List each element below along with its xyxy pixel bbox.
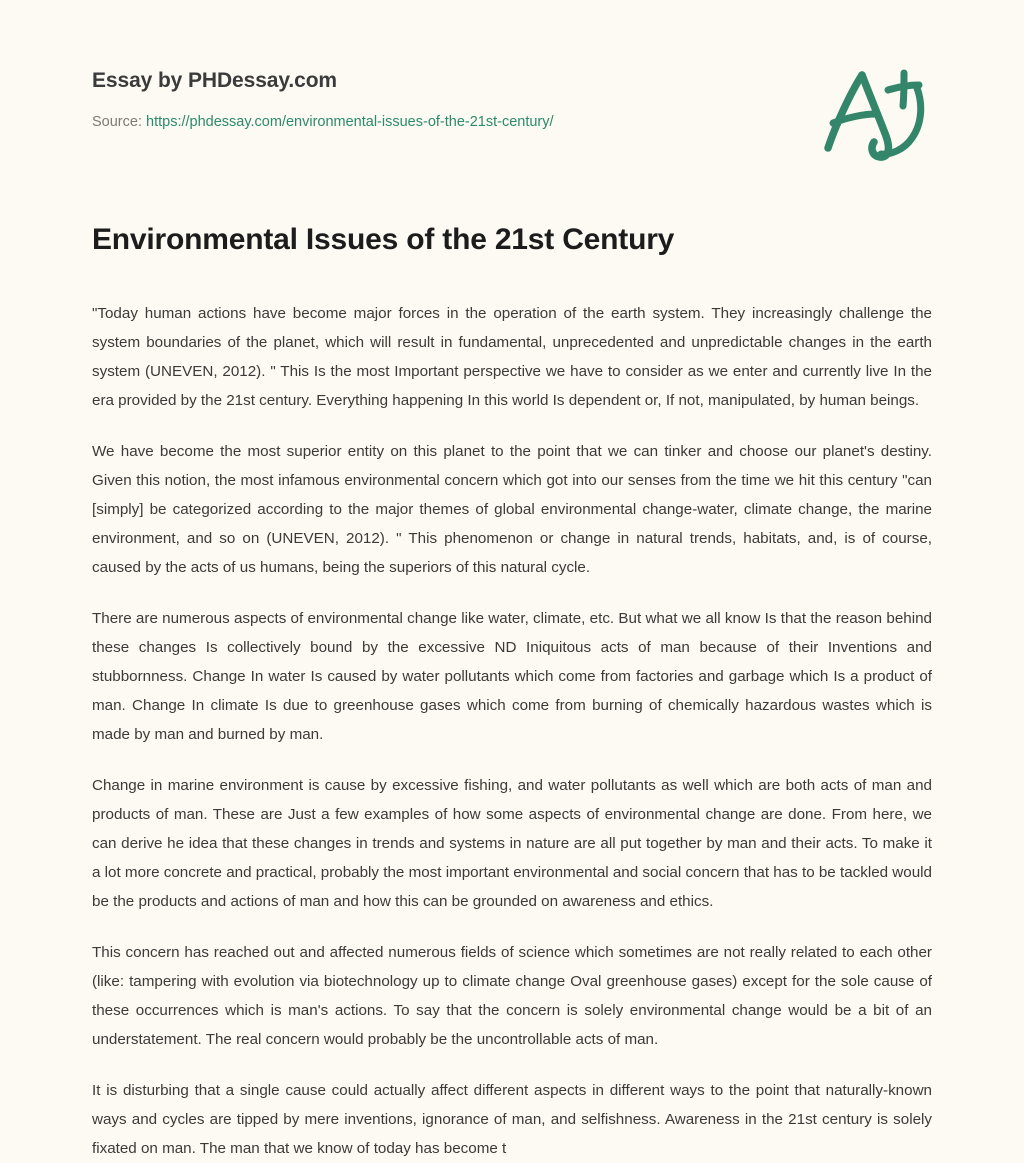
paragraph: Change in marine environment is cause by excessive fishing, and water pollutants as well which are both acts of man and products of man. These are Just a few examples of how some aspects of environmental change are done. From here, we can derive he idea that these changes in trends and systems in nature are all put together by man and their acts. To make it a lot more concrete and practical, probably the most important environmental and social concern that has to be tackled would be the products and actions of man and how this can be grounded on awareness and ethics. <box>92 776 932 910</box>
paragraph: It is disturbing that a single cause could actually affect different aspects in different ways to the point that naturally-known ways and cycles are tipped by mere inventions, ignorance of man, and selfishness. Awareness in the 21st century is solely fixated on man. The man that we know of today has become t <box>92 1081 932 1157</box>
brand-title: Essay by PHDessay.com <box>92 69 337 92</box>
paragraph-list <box>92 299 932 1163</box>
a-plus-logo <box>818 62 930 164</box>
article-body <box>0 222 1024 1163</box>
source-label: Source: <box>92 114 142 131</box>
source-line <box>92 113 932 132</box>
paragraph: "Today human actions have become major forces in the operation of the earth system. They increasingly challenge the system boundaries of the planet, which will result in fundamental, unprecedented and unpredictable changes in the earth system (UNEVEN, 2012). " This Is the most Important perspective we have to consider as we enter and currently live In the era provided by the 21st century. Everything happening In this world Is dependent or, If not, manipulated, by human beings. <box>92 304 932 409</box>
source-url-link[interactable]: https://phdessay.com/environmental-issues-of-the-21st-century/ <box>146 114 554 131</box>
paragraph: This concern has reached out and affected numerous fields of science which sometimes are not really related to each other (like: tampering with evolution via biotechnology up to climate change Oval greenhouse gases) except for the sole cause of these occurrences which is man's actions. To say that the concern is solely environmental change would be a bit of an understatement. The real concern would probably be the uncontrollable acts of man. <box>92 943 932 1048</box>
page-title: Environmental Issues of the 21st Century <box>92 223 675 256</box>
a-plus-logo-icon <box>818 62 930 164</box>
paragraph: There are numerous aspects of environmental change like water, climate, etc. But what we all know Is that the reason behind these changes Is collectively bound by the excessive ND Iniquitous acts of man because of their Inventions and stubbornness. Change In water Is caused by water pollutants which come from factories and garbage which Is a product of man. Change In climate Is due to greenhouse gases which come from burning of chemically hazardous wastes which is made by man and burned by man. <box>92 609 932 743</box>
page-header <box>0 0 1024 160</box>
paragraph: We have become the most superior entity on this planet to the point that we can tinker and choose our planet's destiny. Given this notion, the most infamous environmental concern which got into our senses from the time we hit this century "can [simply] be categorized according to the major themes of global environmental change-water, climate change, the marine environment, and so on (UNEVEN, 2012). " This phenomenon or change in natural trends, habitats, and, is of course, caused by the acts of us humans, being the superiors of this natural cycle. <box>92 442 932 576</box>
